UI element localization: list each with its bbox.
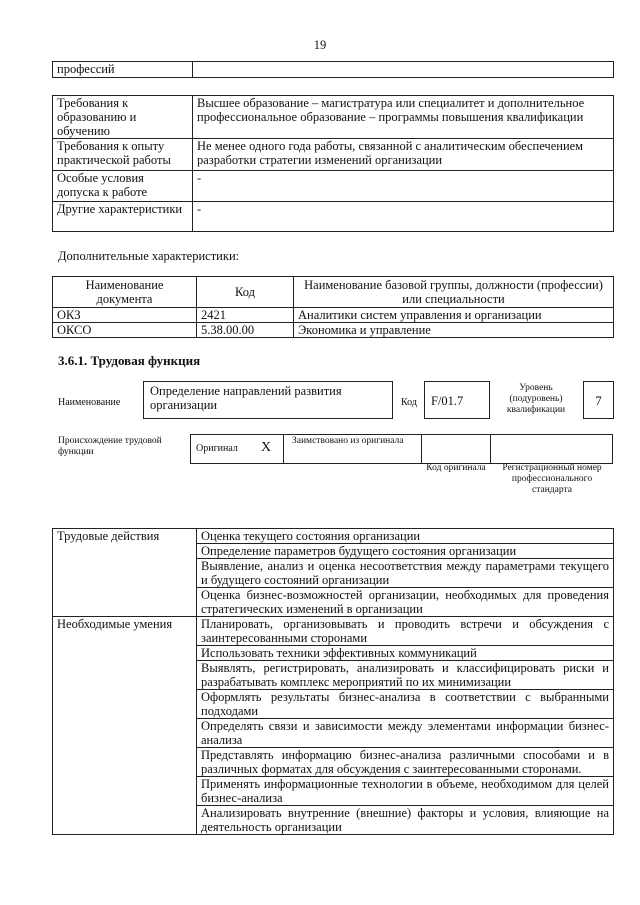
req-value: - xyxy=(193,202,614,232)
doc-cell: Аналитики систем управления и организации xyxy=(294,308,614,323)
skill-item: Выявлять, регистрировать, анализировать и классифицировать риски и разрабатывать комплекс мероприятий по их минимизации xyxy=(197,661,614,690)
top-row-value xyxy=(193,62,614,78)
skill-item: Применять информационные технологии в объеме, необходимом для целей бизнес-анализа xyxy=(197,777,614,806)
top-row-label: профессий xyxy=(53,62,193,78)
section-title: 3.6.1. Трудовая функция xyxy=(58,353,201,368)
doc-header-name: Наименование документа xyxy=(53,277,197,308)
skills-label: Необходимые умения xyxy=(53,617,197,835)
skill-item: Использовать техники эффективных коммуникаций xyxy=(197,646,614,661)
top-fragment-table xyxy=(52,61,614,78)
skill-item: Определять связи и зависимости между элементами информации бизнес-анализа xyxy=(197,719,614,748)
function-name-box xyxy=(143,381,393,419)
name-label: Наименование xyxy=(58,397,121,408)
code-caption: Код оригинала xyxy=(426,463,486,473)
requirements-table xyxy=(52,95,614,232)
req-label: Требования к образованию и обучению xyxy=(53,96,193,139)
function-code-value: F/01.7 xyxy=(431,394,464,408)
code-label: Код xyxy=(401,397,417,408)
origin-label: Происхождение трудовой функции xyxy=(58,436,162,457)
function-name-value: Определение направлений развития организации xyxy=(150,384,342,412)
level-box xyxy=(583,381,614,419)
action-item: Выявление, анализ и оценка несоответствия между параметрами текущего и будущего состояний организации xyxy=(197,559,614,588)
doc-cell: 5.38.00.00 xyxy=(197,323,294,338)
req-value: - xyxy=(193,171,614,202)
doc-cell: Экономика и управление xyxy=(294,323,614,338)
functions-table xyxy=(52,528,614,835)
origin-divider xyxy=(283,434,284,463)
origin-divider xyxy=(421,434,422,463)
additional-title: Дополнительные характеристики: xyxy=(58,249,240,263)
doc-cell: 2421 xyxy=(197,308,294,323)
page-number: 19 xyxy=(313,38,327,52)
skill-item: Планировать, организовывать и проводить встречи и обсуждения с заинтересованными сторонами xyxy=(197,617,614,646)
req-label: Особые условия допуска к работе xyxy=(53,171,193,202)
doc-cell: ОКЗ xyxy=(53,308,197,323)
action-item: Оценка бизнес-возможностей организации, необходимых для проведения стратегических изменений в организации xyxy=(197,588,614,617)
doc-header-code: Код xyxy=(197,277,294,308)
req-value: Высшее образование – магистратура или специалитет и дополнительное профессиональное образование – программы повышения квалификации xyxy=(193,96,614,139)
borrowed-label: Заимствовано из оригинала xyxy=(292,436,404,446)
origin-divider xyxy=(490,434,491,463)
action-item: Оценка текущего состояния организации xyxy=(197,529,614,544)
function-code-box xyxy=(424,381,490,419)
level-value: 7 xyxy=(595,393,602,408)
skill-item: Оформлять результаты бизнес-анализа в соответствии с выбранными подходами xyxy=(197,690,614,719)
documents-table xyxy=(52,276,614,338)
original-mark: X xyxy=(261,440,272,455)
req-label: Требования к опыту практической работы xyxy=(53,139,193,171)
doc-header-group: Наименование базовой группы, должности (профессии) или специальности xyxy=(294,277,614,308)
level-label: Уровень (подуровень) квалификации xyxy=(506,383,566,415)
req-value: Не менее одного года работы, связанной с аналитическим обеспечением разработки стратегии изменений организации xyxy=(193,139,614,171)
doc-cell: ОКСО xyxy=(53,323,197,338)
skill-item: Представлять информацию бизнес-анализа различными способами и в различных форматах для обсуждения с заинтересованными сторонами. xyxy=(197,748,614,777)
actions-label: Трудовые действия xyxy=(53,529,197,617)
req-label: Другие характеристики xyxy=(53,202,193,232)
action-item: Определение параметров будущего состояния организации xyxy=(197,544,614,559)
reg-caption: Регистрационный номер профессионального стандарта xyxy=(502,463,602,495)
original-label: Оригинал xyxy=(196,443,238,454)
skill-item: Анализировать внутренние (внешние) факторы и условия, влияющие на деятельность организации xyxy=(197,806,614,835)
